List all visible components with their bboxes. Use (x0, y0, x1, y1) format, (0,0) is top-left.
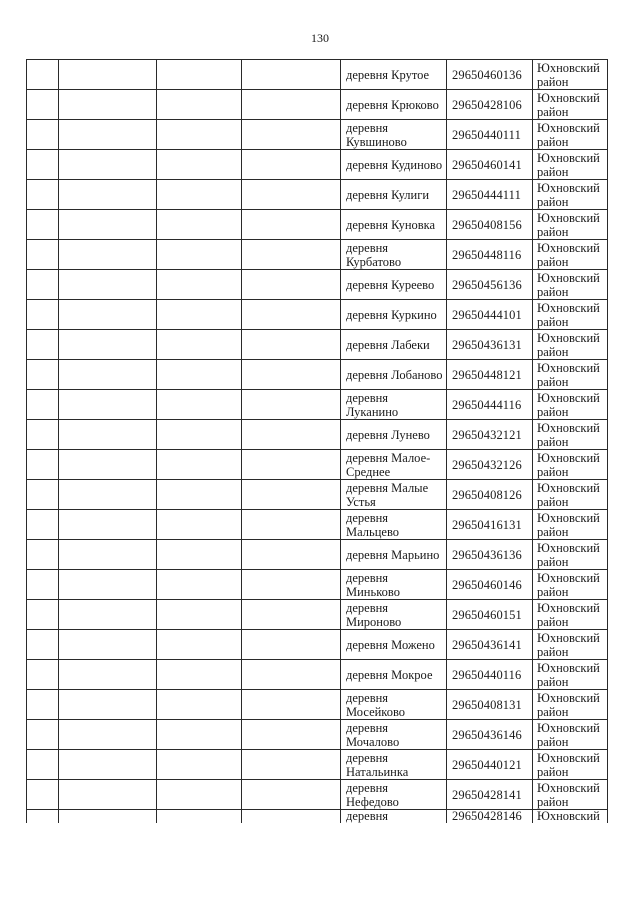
region-cell: Юхновский район (533, 390, 608, 420)
empty-cell (59, 750, 157, 780)
empty-cell (27, 240, 59, 270)
empty-cell (59, 270, 157, 300)
settlement-name-cell: деревня Марьино (341, 540, 447, 570)
empty-cell (242, 120, 341, 150)
empty-cell (157, 120, 242, 150)
region-cell: Юхновский район (533, 780, 608, 810)
oktmo-code-cell: 29650460141 (447, 150, 533, 180)
table-row (27, 660, 608, 690)
empty-cell (242, 420, 341, 450)
empty-cell (59, 810, 157, 824)
empty-cell (27, 780, 59, 810)
empty-cell (242, 240, 341, 270)
settlement-name-cell: деревня Куркино (341, 300, 447, 330)
table-row (27, 270, 608, 300)
empty-cell (157, 150, 242, 180)
page-number: 130 (311, 31, 329, 45)
empty-cell (157, 210, 242, 240)
region-cell: Юхновский район (533, 270, 608, 300)
empty-cell (59, 600, 157, 630)
oktmo-code-cell: 29650432121 (447, 420, 533, 450)
empty-cell (157, 630, 242, 660)
empty-cell (59, 570, 157, 600)
empty-cell (59, 240, 157, 270)
region-cell: Юхновский район (533, 330, 608, 360)
settlement-name-cell: деревня Мокрое (341, 660, 447, 690)
oktmo-code-cell: 29650444116 (447, 390, 533, 420)
table-row (27, 390, 608, 420)
settlement-name-cell: деревня Кулиги (341, 180, 447, 210)
table-row (27, 210, 608, 240)
empty-cell (157, 450, 242, 480)
table-row (27, 150, 608, 180)
oktmo-code-cell: 29650436141 (447, 630, 533, 660)
settlement-name-cell: деревня Куновка (341, 210, 447, 240)
settlement-name-cell: деревня Лунево (341, 420, 447, 450)
empty-cell (59, 330, 157, 360)
empty-cell (242, 510, 341, 540)
empty-cell (59, 720, 157, 750)
empty-cell (27, 360, 59, 390)
empty-cell (59, 120, 157, 150)
region-cell: Юхновский район (533, 510, 608, 540)
empty-cell (59, 90, 157, 120)
empty-cell (27, 90, 59, 120)
settlement-name-cell: деревня Лабеки (341, 330, 447, 360)
empty-cell (242, 780, 341, 810)
oktmo-code-cell: 29650428146 (447, 810, 533, 824)
region-cell: Юхновский район (533, 720, 608, 750)
table-row (27, 360, 608, 390)
empty-cell (27, 180, 59, 210)
region-cell: Юхновский район (533, 570, 608, 600)
region-cell: Юхновский район (533, 450, 608, 480)
empty-cell (59, 690, 157, 720)
empty-cell (59, 300, 157, 330)
empty-cell (27, 660, 59, 690)
empty-cell (157, 360, 242, 390)
empty-cell (242, 750, 341, 780)
settlement-name-cell: деревня Кувшиново (341, 120, 447, 150)
empty-cell (157, 780, 242, 810)
empty-cell (157, 540, 242, 570)
settlement-name-cell: деревня Малое-Среднее (341, 450, 447, 480)
oktmo-code-cell: 29650408156 (447, 210, 533, 240)
table-row (27, 450, 608, 480)
region-cell: Юхновский район (533, 120, 608, 150)
empty-cell (157, 480, 242, 510)
oktmo-code-cell: 29650460146 (447, 570, 533, 600)
empty-cell (59, 360, 157, 390)
oktmo-code-cell: 29650436136 (447, 540, 533, 570)
empty-cell (157, 240, 242, 270)
table-row (27, 570, 608, 600)
empty-cell (242, 570, 341, 600)
empty-cell (242, 180, 341, 210)
empty-cell (157, 390, 242, 420)
empty-cell (27, 750, 59, 780)
region-cell: Юхновский район (533, 540, 608, 570)
region-cell: Юхновский район (533, 90, 608, 120)
oktmo-code-cell: 29650460151 (447, 600, 533, 630)
table-row (27, 480, 608, 510)
empty-cell (59, 450, 157, 480)
table-row (27, 810, 608, 824)
table-row (27, 330, 608, 360)
region-cell: Юхновский район (533, 60, 608, 90)
empty-cell (242, 210, 341, 240)
empty-cell (27, 720, 59, 750)
region-cell: Юхновский район (533, 630, 608, 660)
empty-cell (242, 60, 341, 90)
empty-cell (157, 300, 242, 330)
empty-cell (242, 630, 341, 660)
empty-cell (27, 270, 59, 300)
oktmo-code-cell: 29650428106 (447, 90, 533, 120)
empty-cell (242, 810, 341, 824)
empty-cell (157, 270, 242, 300)
empty-cell (242, 300, 341, 330)
oktmo-code-cell: 29650448116 (447, 240, 533, 270)
empty-cell (157, 570, 242, 600)
settlement-name-cell: деревня Мосейково (341, 690, 447, 720)
empty-cell (27, 210, 59, 240)
region-cell: Юхновский район (533, 750, 608, 780)
empty-cell (59, 150, 157, 180)
region-cell: Юхновский (533, 810, 608, 824)
oktmo-code-cell: 29650428141 (447, 780, 533, 810)
oktmo-code-cell: 29650432126 (447, 450, 533, 480)
empty-cell (242, 270, 341, 300)
oktmo-code-cell: 29650448121 (447, 360, 533, 390)
settlement-name-cell: деревня Курбатово (341, 240, 447, 270)
empty-cell (27, 60, 59, 90)
empty-cell (27, 540, 59, 570)
empty-cell (242, 690, 341, 720)
table-row (27, 180, 608, 210)
oktmo-code-cell: 29650416131 (447, 510, 533, 540)
table-row (27, 780, 608, 810)
empty-cell (242, 480, 341, 510)
empty-cell (27, 150, 59, 180)
empty-cell (27, 690, 59, 720)
table-row (27, 750, 608, 780)
empty-cell (59, 780, 157, 810)
region-cell: Юхновский район (533, 240, 608, 270)
empty-cell (242, 90, 341, 120)
empty-cell (59, 630, 157, 660)
settlement-name-cell: деревня Нефедово (341, 780, 447, 810)
table-row (27, 90, 608, 120)
oktmo-code-cell: 29650440121 (447, 750, 533, 780)
empty-cell (242, 150, 341, 180)
settlement-name-cell: деревня Мироново (341, 600, 447, 630)
empty-cell (157, 750, 242, 780)
oktmo-code-cell: 29650436131 (447, 330, 533, 360)
empty-cell (27, 120, 59, 150)
settlement-name-cell: деревня (341, 810, 447, 824)
table-row (27, 240, 608, 270)
region-cell: Юхновский район (533, 300, 608, 330)
table-row (27, 420, 608, 450)
region-cell: Юхновский район (533, 420, 608, 450)
empty-cell (242, 330, 341, 360)
region-cell: Юхновский район (533, 180, 608, 210)
table-row (27, 600, 608, 630)
empty-cell (59, 420, 157, 450)
empty-cell (242, 720, 341, 750)
settlement-name-cell: деревня Натальинка (341, 750, 447, 780)
empty-cell (27, 810, 59, 824)
empty-cell (157, 180, 242, 210)
empty-cell (59, 60, 157, 90)
settlement-name-cell: деревня Куреево (341, 270, 447, 300)
empty-cell (27, 330, 59, 360)
oktmo-code-cell: 29650436146 (447, 720, 533, 750)
empty-cell (27, 390, 59, 420)
empty-cell (27, 450, 59, 480)
region-cell: Юхновский район (533, 360, 608, 390)
empty-cell (27, 510, 59, 540)
empty-cell (157, 420, 242, 450)
settlement-name-cell: деревня Мочалово (341, 720, 447, 750)
empty-cell (59, 210, 157, 240)
region-cell: Юхновский район (533, 480, 608, 510)
oktmo-code-cell: 29650408126 (447, 480, 533, 510)
empty-cell (59, 390, 157, 420)
empty-cell (242, 660, 341, 690)
empty-cell (59, 660, 157, 690)
empty-cell (27, 630, 59, 660)
empty-cell (157, 90, 242, 120)
settlement-name-cell: деревня Крутое (341, 60, 447, 90)
empty-cell (242, 390, 341, 420)
region-cell: Юхновский район (533, 150, 608, 180)
empty-cell (242, 360, 341, 390)
table-row (27, 300, 608, 330)
oktmo-code-cell: 29650440116 (447, 660, 533, 690)
empty-cell (157, 660, 242, 690)
region-cell: Юхновский район (533, 690, 608, 720)
settlement-name-cell: деревня Малые Устья (341, 480, 447, 510)
empty-cell (157, 810, 242, 824)
empty-cell (157, 720, 242, 750)
settlement-name-cell: деревня Миньково (341, 570, 447, 600)
empty-cell (27, 600, 59, 630)
table-body (27, 60, 608, 824)
empty-cell (157, 60, 242, 90)
empty-cell (157, 330, 242, 360)
table-row (27, 60, 608, 90)
oktmo-code-cell: 29650444111 (447, 180, 533, 210)
empty-cell (242, 600, 341, 630)
oktmo-code-cell: 29650460136 (447, 60, 533, 90)
empty-cell (59, 180, 157, 210)
empty-cell (59, 510, 157, 540)
table-row (27, 120, 608, 150)
empty-cell (242, 540, 341, 570)
empty-cell (59, 480, 157, 510)
empty-cell (242, 450, 341, 480)
empty-cell (27, 480, 59, 510)
settlement-name-cell: деревня Можено (341, 630, 447, 660)
empty-cell (27, 570, 59, 600)
settlement-name-cell: деревня Мальцево (341, 510, 447, 540)
oktmo-code-cell: 29650440111 (447, 120, 533, 150)
empty-cell (59, 540, 157, 570)
empty-cell (27, 420, 59, 450)
table-row (27, 690, 608, 720)
table-row (27, 510, 608, 540)
empty-cell (157, 600, 242, 630)
region-cell: Юхновский район (533, 210, 608, 240)
oktmo-code-cell: 29650408131 (447, 690, 533, 720)
empty-cell (157, 690, 242, 720)
settlement-name-cell: деревня Луканино (341, 390, 447, 420)
table-row (27, 630, 608, 660)
region-cell: Юхновский район (533, 660, 608, 690)
table-row (27, 540, 608, 570)
table-row (27, 720, 608, 750)
empty-cell (157, 510, 242, 540)
oktmo-code-cell: 29650456136 (447, 270, 533, 300)
settlement-registry-table (26, 59, 608, 823)
oktmo-code-cell: 29650444101 (447, 300, 533, 330)
settlement-name-cell: деревня Крюково (341, 90, 447, 120)
region-cell: Юхновский район (533, 600, 608, 630)
empty-cell (27, 300, 59, 330)
settlement-name-cell: деревня Кудиново (341, 150, 447, 180)
settlement-name-cell: деревня Лобаново (341, 360, 447, 390)
